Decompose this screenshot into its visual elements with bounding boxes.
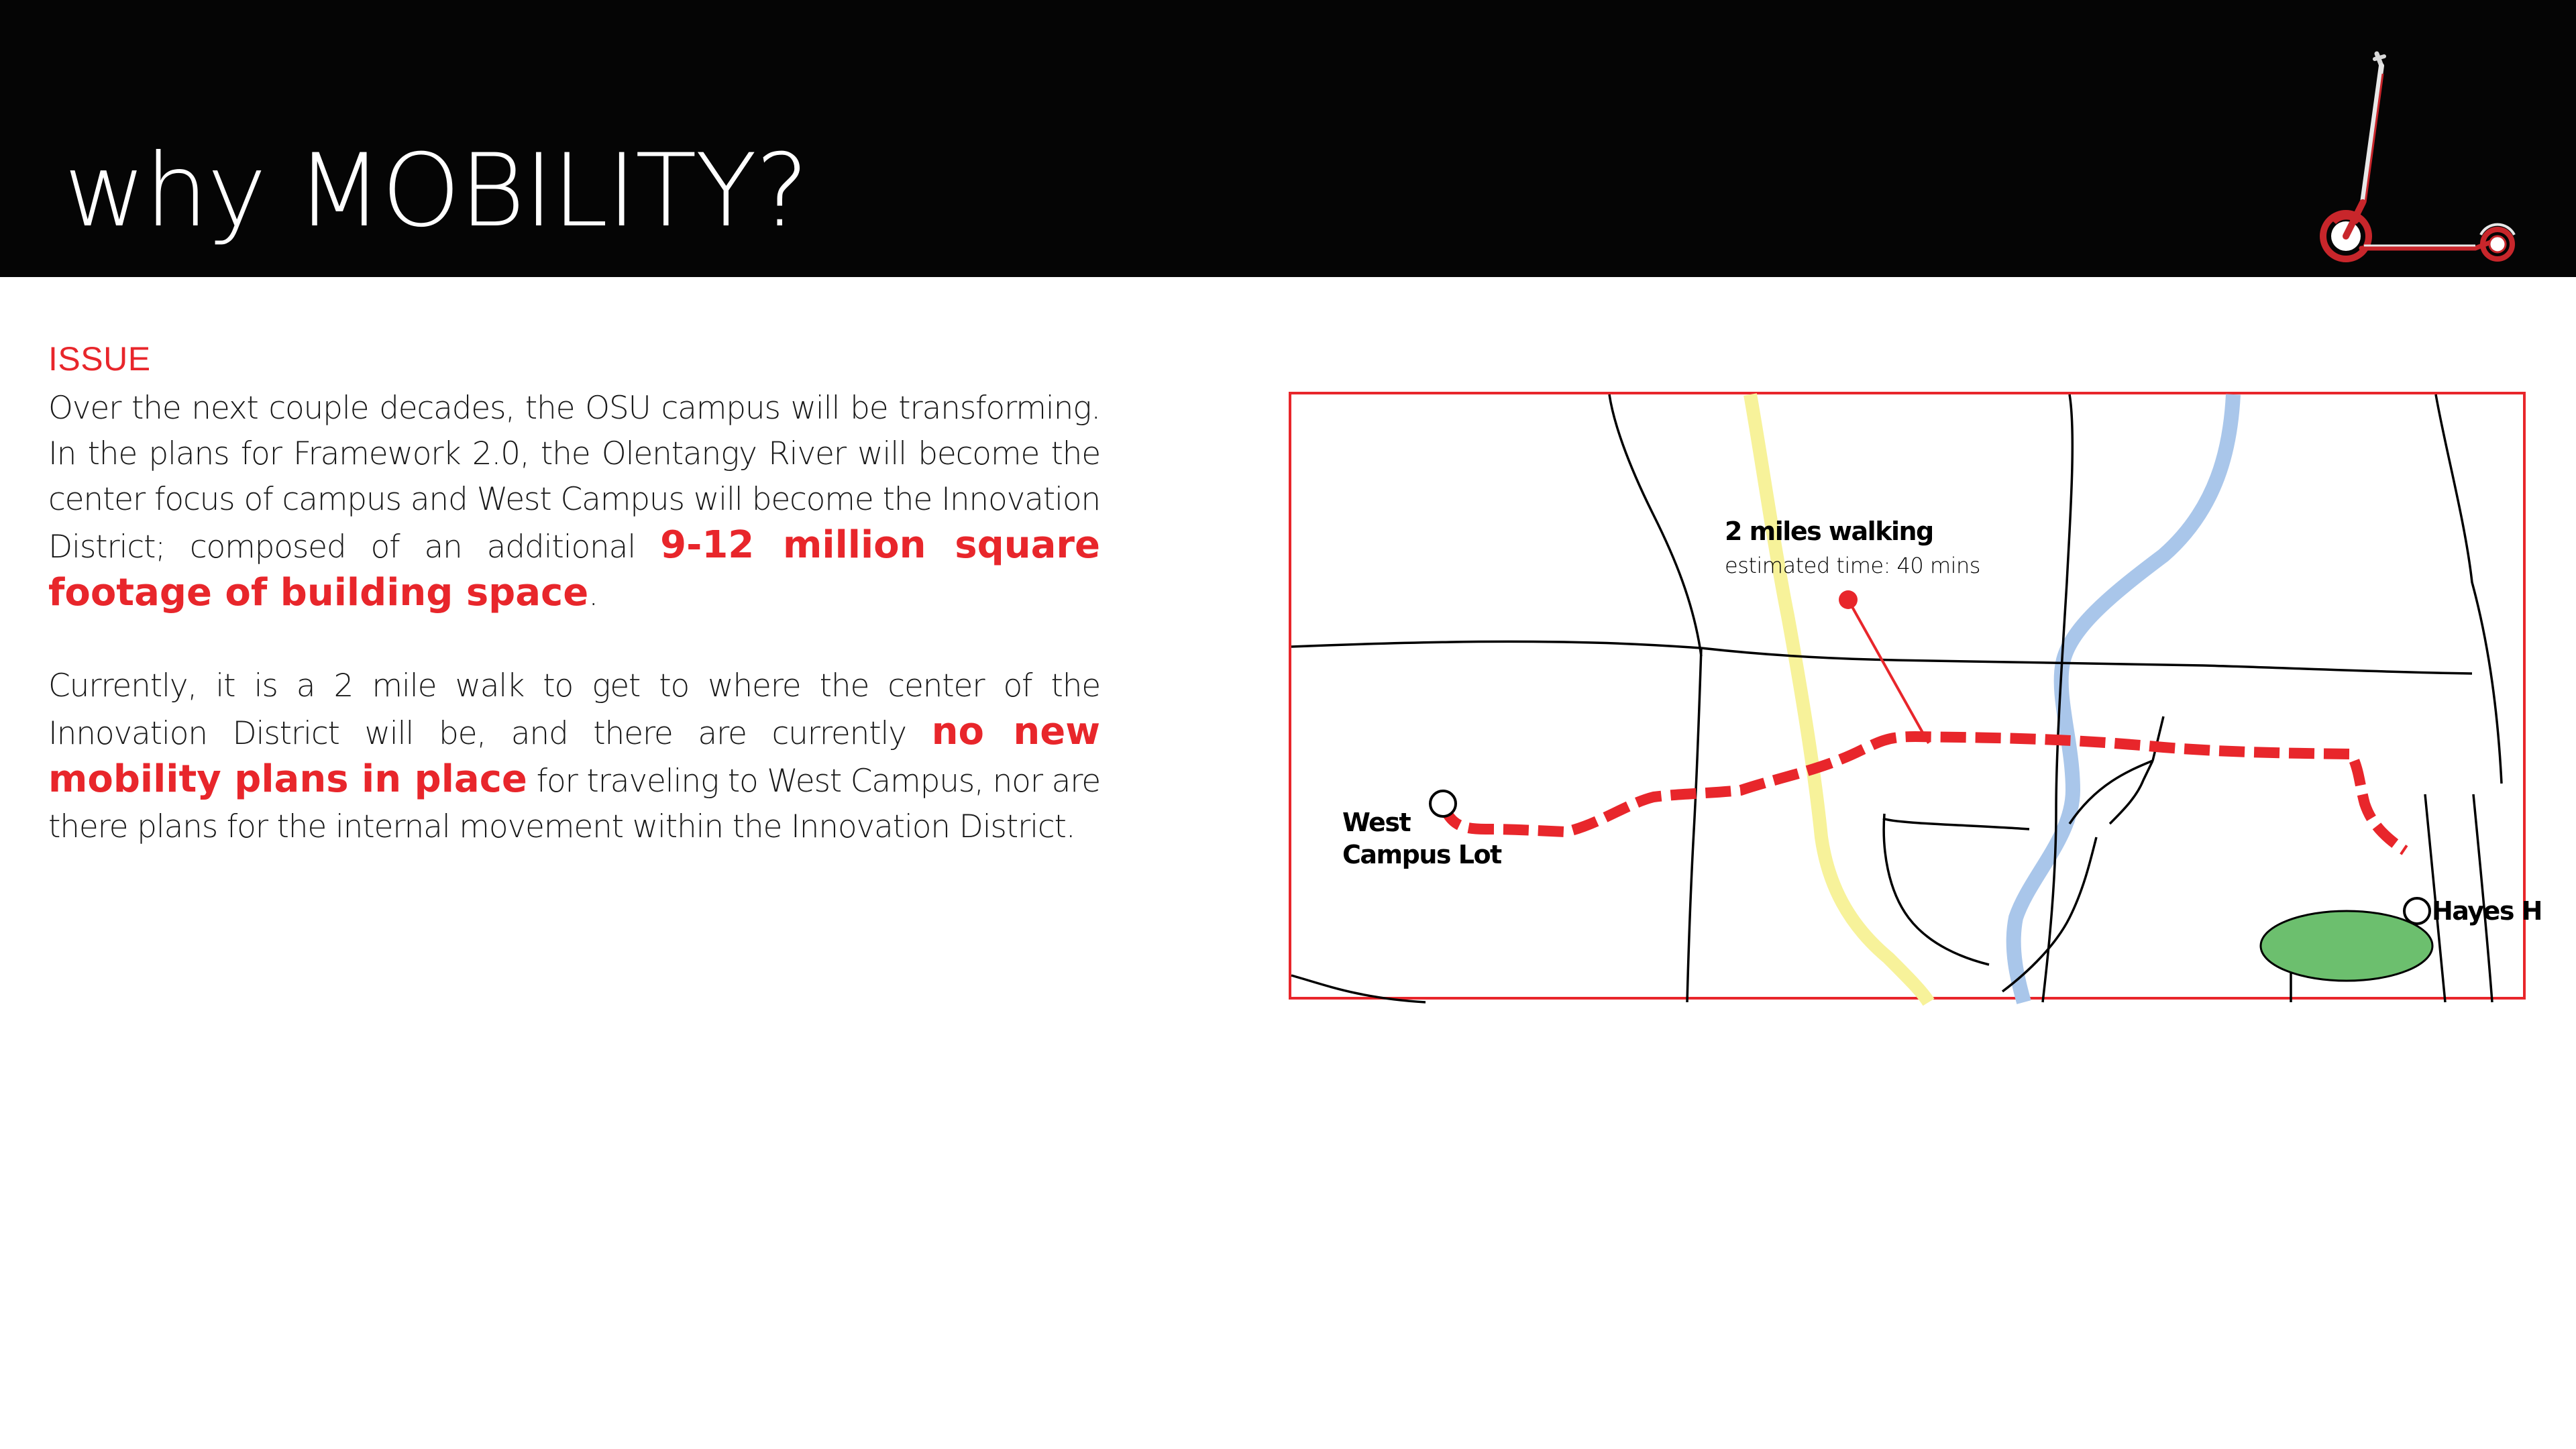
origin-label-line2: Campus Lot	[1342, 840, 1501, 869]
paragraph-text: Currently, it is a 2 mile walk to get to where the center of the Innovation District will be, and there are currently	[48, 667, 1100, 752]
map-canvas	[1291, 394, 2528, 1002]
route-map	[1289, 392, 2542, 1000]
paragraph-mobility	[48, 663, 1100, 850]
highlight-no-mobility-plans: no new mobility plans in place	[48, 710, 1100, 801]
hayes-hall-green	[2261, 911, 2432, 981]
streets	[1291, 394, 2502, 1002]
callout-leader	[1848, 600, 1929, 743]
paragraph-framework	[48, 386, 1100, 618]
paragraph-text: Over the next couple decades, the OSU campus will be transforming. In the plans for Framework 2.0, the Olentangy River will become the center focus of campus and West Campus will become the Innovation District; composed of an additional	[48, 390, 1100, 566]
highlight-building-space: 9-12 million square footage of building space	[48, 523, 1100, 614]
route-time-label: estimated time: 40 mins	[1725, 553, 1980, 578]
destination-marker	[2404, 898, 2430, 924]
issue-label: ISSUE	[48, 340, 151, 378]
page-title: why MOBILITY?	[64, 133, 808, 250]
destination-label: Hayes H	[2432, 896, 2542, 926]
origin-label-line1: West	[1342, 808, 1411, 837]
kick-scooter-icon	[2308, 47, 2529, 268]
major-road	[1750, 394, 1929, 1002]
olentangy-river	[2014, 394, 2233, 1002]
walking-route	[1443, 737, 2405, 851]
paragraph-text: .	[588, 576, 598, 613]
route-distance-label: 2 miles walking	[1725, 517, 1933, 546]
header-bar	[0, 0, 2576, 277]
issue-body	[48, 386, 1100, 896]
paragraph-text: for traveling to West Campus, nor are there plans for the internal movement within the Innovation District.	[48, 763, 1100, 845]
origin-marker	[1430, 791, 1456, 816]
